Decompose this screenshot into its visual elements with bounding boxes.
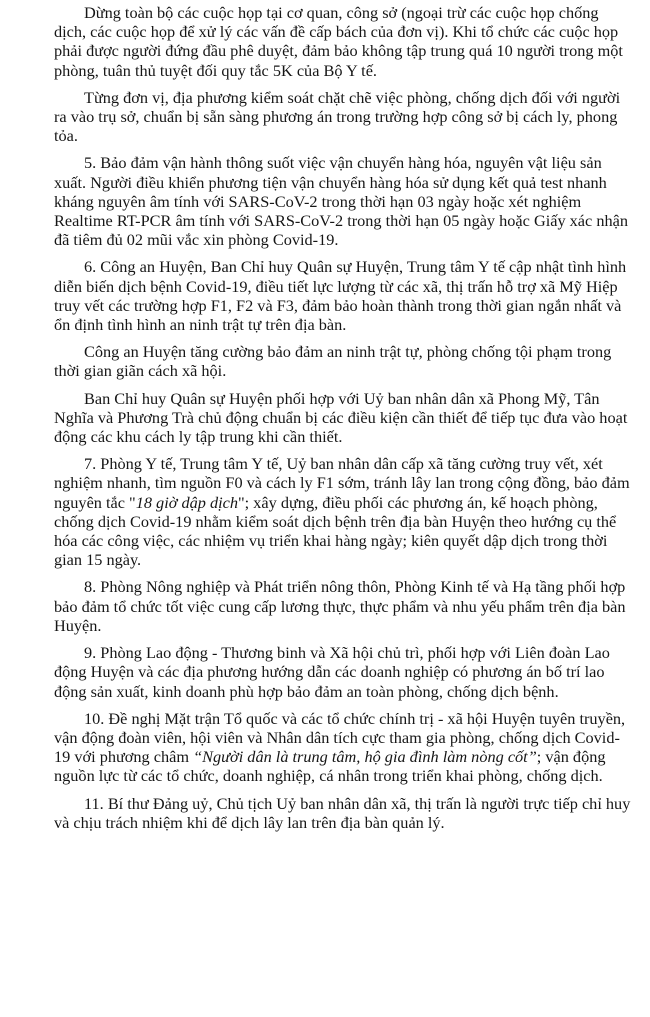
paragraph-item-6: 6. Công an Huyện, Ban Chỉ huy Quân sự Huyện, Trung tâm Y tế cập nhật tình hình diễn biến dịch bệnh Covid-19, điều tiết lực lượng từ các xã, thị trấn hỗ trợ xã Mỹ Hiệp truy vết các trường hợp F1, F2 và F3, đảm bảo hoàn thành trong thời gian ngắn nhất và ổn định tình hình an ninh trật tự trên địa bàn. xyxy=(54,257,627,335)
paragraph-item-8: 8. Phòng Nông nghiệp và Phát triển nông thôn, Phòng Kinh tế và Hạ tầng phối hợp bảo đảm tổ chức tốt việc cung cấp lương thực, thực phẩm và nhu yếu phẩm trên địa bàn Huyện. xyxy=(54,577,626,635)
paragraph-office-control: Từng đơn vị, địa phương kiểm soát chặt chẽ việc phòng, chống dịch đối với người ra vào trụ sở, chuẩn bị sẵn sàng phương án trong trường hợp công sở bị cách ly, phong tỏa. xyxy=(54,87,621,146)
paragraph-item-11: 11. Bí thư Đảng uỷ, Chủ tịch Uỷ ban nhân dân xã, thị trấn là người trực tiếp chỉ huy và chịu trách nhiệm khi để dịch lây lan trên địa bàn quản lý. xyxy=(54,793,631,832)
paragraph-meetings: Dừng toàn bộ các cuộc họp tại cơ quan, công sở (ngoại trừ các cuộc họp chống dịch, các cuộc họp để xử lý các vấn đề cấp bách của đơn vị). Khi tổ chức các cuộc họp phải được người đứng đầu phê duyệt, đảm bảo không tập trung quá 10 người trong một phòng, tuân thủ tuyệt đối quy tắc 5K của Bộ Y tế. xyxy=(54,3,623,80)
paragraph-item-9: 9. Phòng Lao động - Thương binh và Xã hội chủ trì, phối hợp với Liên đoàn Lao động Huyện và các địa phương hướng dẫn các doanh nghiệp có phương án bố trí lao động sản xuất, kinh doanh phù hợp bảo đảm an toàn phòng, chống dịch bệnh. xyxy=(54,643,610,701)
paragraph-police: Công an Huyện tăng cường bảo đảm an ninh trật tự, phòng chống tội phạm trong thời gian giãn cách xã hội. xyxy=(54,342,612,381)
paragraph-item-7: 7. Phòng Y tế, Trung tâm Y tế, Uỷ ban nhân dân cấp xã tăng cường truy vết, xét nghiệm nhanh, tìm nguồn F0 và cách ly F1 sớm, tránh lây lan trong cộng đồng, bảo đảm nguyên tắc "18 giờ dập dịch"; xây dựng, điều phối các phương án, kế hoạch phòng, chống dịch Covid-19 nhằm kiểm soát dịch bệnh trên địa bàn Huyện theo hướng cụ thể hóa các công việc, các nhiệm vụ triển khai hàng ngày; kiên quyết dập dịch trong thời gian 15 ngày. xyxy=(54,454,630,570)
emphasis-slogan: 18 giờ dập dịch xyxy=(135,492,239,512)
paragraph-military: Ban Chỉ huy Quân sự Huyện phối hợp với Uỷ ban nhân dân xã Phong Mỹ, Tân Nghĩa và Phương Trà chủ động chuẩn bị các điều kiện cần thiết để tiếp tục đưa vào hoạt động các khu cách ly tập trung khi cần thiết. xyxy=(54,388,628,447)
paragraph-item-5: 5. Bảo đảm vận hành thông suốt việc vận chuyển hàng hóa, nguyên vật liệu sản xuất. Người điều khiển phương tiện vận chuyển hàng hóa sử dụng kết quả test nhanh kháng nguyên âm tính với SARS-CoV-2 trong thời hạn 03 ngày hoặc xét nghiệm Realtime RT-PCR âm tính với SARS-CoV-2 trong thời hạn 05 ngày hoặc Giấy xác nhận đã tiêm đủ 02 mũi vắc xin phòng Covid-19. xyxy=(54,153,628,250)
paragraph-item-10: 10. Đề nghị Mặt trận Tổ quốc và các tổ chức chính trị - xã hội Huyện tuyên truyền, vận động đoàn viên, hội viên và Nhân dân tích cực tham gia phòng, chống dịch Covid-19 với phương châm “Người dân là trung tâm, hộ gia đình làm nòng cốt”; vận động nguồn lực từ các tổ chức, doanh nghiệp, cá nhân trong triển khai phòng, chống dịch. xyxy=(54,708,626,786)
emphasis-motto: “Người dân là trung tâm, hộ gia đình làm nòng cốt” xyxy=(193,747,537,767)
